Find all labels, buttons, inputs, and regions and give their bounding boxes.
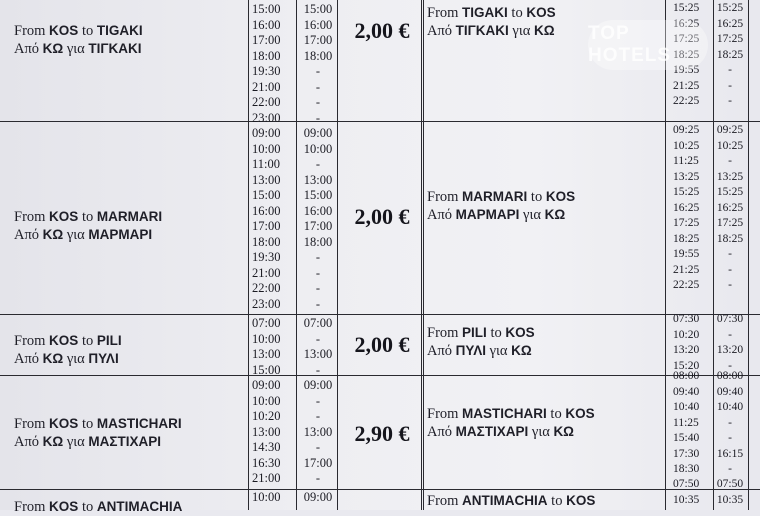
- route-label: From KOS to MARMARI Από ΚΩ για ΜΑΡΜΑΡΙ: [14, 209, 163, 243]
- departure-times: 15:00 16:00 17:00 18:00 19:30 21:00 22:00 23:00: [252, 2, 281, 125]
- return-times-alt: 08:00 09:40 10:40 - - 16:15 -: [716, 370, 744, 475]
- return-route-label: From MASTICHARI to KOS Από ΜΑΣΤΙΧΑΡΙ για ΚΩ: [427, 406, 595, 440]
- route-label: From KOS to TIGAKI Από ΚΩ για ΤΙΓΚΑΚΙ: [14, 23, 143, 57]
- fare-price: 2,00 €: [354, 332, 410, 357]
- row-divider: [0, 375, 760, 376]
- return-times-alt: 07:50 10:35: [716, 478, 744, 506]
- fare-price: 2,90 €: [354, 421, 410, 446]
- column-divider: [337, 0, 338, 510]
- return-times: 15:25 16:25 17:25 18:25 19:55 21:25 22:25: [673, 2, 700, 107]
- column-divider: [713, 0, 714, 510]
- departure-times-alt: 15:00 16:00 17:00 18:00 - - - -: [303, 2, 333, 125]
- departure-times-alt: 07:00 - 13:00 -: [303, 316, 333, 377]
- departure-times: 09:00 10:00 10:20 13:00 14:30 16:30 21:00: [252, 378, 281, 485]
- column-divider: [748, 0, 749, 510]
- departure-times-alt: 09:00: [303, 490, 333, 504]
- return-times: 08:00 09:40 10:40 11:25 15:40 17:30 18:30: [673, 370, 700, 475]
- departure-times: 07:00 10:00 13:00 15:00: [252, 316, 281, 377]
- route-label: From KOS to MASTICHARI Από ΚΩ για ΜΑΣΤΙΧΑΡΙ: [14, 416, 182, 450]
- return-times-alt: 15:25 16:25 17:25 18:25 - - -: [716, 2, 744, 107]
- return-times-alt: 07:30 - 13:20 -: [716, 313, 744, 372]
- return-route-label: From PILI to KOS Από ΠΥΛΙ για ΚΩ: [427, 325, 535, 359]
- route-label: From KOS to ANTIMACHIA: [14, 499, 183, 515]
- return-route-label: From MARMARI to KOS Από ΜΑΡΜΑΡΙ για ΚΩ: [427, 189, 576, 223]
- fare-price: 2,00 €: [354, 18, 410, 43]
- departure-times: 10:00: [252, 490, 281, 504]
- column-divider: [296, 0, 297, 510]
- row-divider: [0, 489, 760, 490]
- column-divider: [665, 0, 666, 510]
- row-divider: [0, 314, 760, 315]
- departure-times-alt: 09:00 10:00 - 13:00 15:00 16:00 17:00 18:00 - - - -: [303, 126, 333, 311]
- return-times-alt: 09:25 10:25 - 13:25 15:25 16:25 17:25 18:25 - - -: [716, 124, 744, 291]
- return-times: 07:50 10:35: [673, 478, 700, 506]
- column-divider: [248, 0, 249, 510]
- return-route-label: From ANTIMACHIA to KOS: [427, 493, 596, 509]
- return-times: 09:25 10:25 11:25 13:25 15:25 16:25 17:25 18:25 19:55 21:25 22:25: [673, 124, 700, 291]
- departure-times: 09:00 10:00 11:00 13:00 15:00 16:00 17:00 18:00 19:30 21:00 22:00 23:00: [252, 126, 281, 311]
- return-route-label: From TIGAKI to KOS Από ΤΙΓΚΑΚΙ για ΚΩ: [427, 5, 556, 39]
- route-label: From KOS to PILI Από ΚΩ για ΠΥΛΙ: [14, 333, 122, 367]
- watermark-logo: TOP HOTELS: [588, 20, 708, 70]
- departure-times-alt: 09:00 - - 13:00 - 17:00 -: [303, 378, 333, 485]
- return-times: 07:30 10:20 13:20 15:20: [673, 313, 700, 372]
- row-divider: [0, 121, 760, 122]
- fare-price: 2,00 €: [354, 204, 410, 229]
